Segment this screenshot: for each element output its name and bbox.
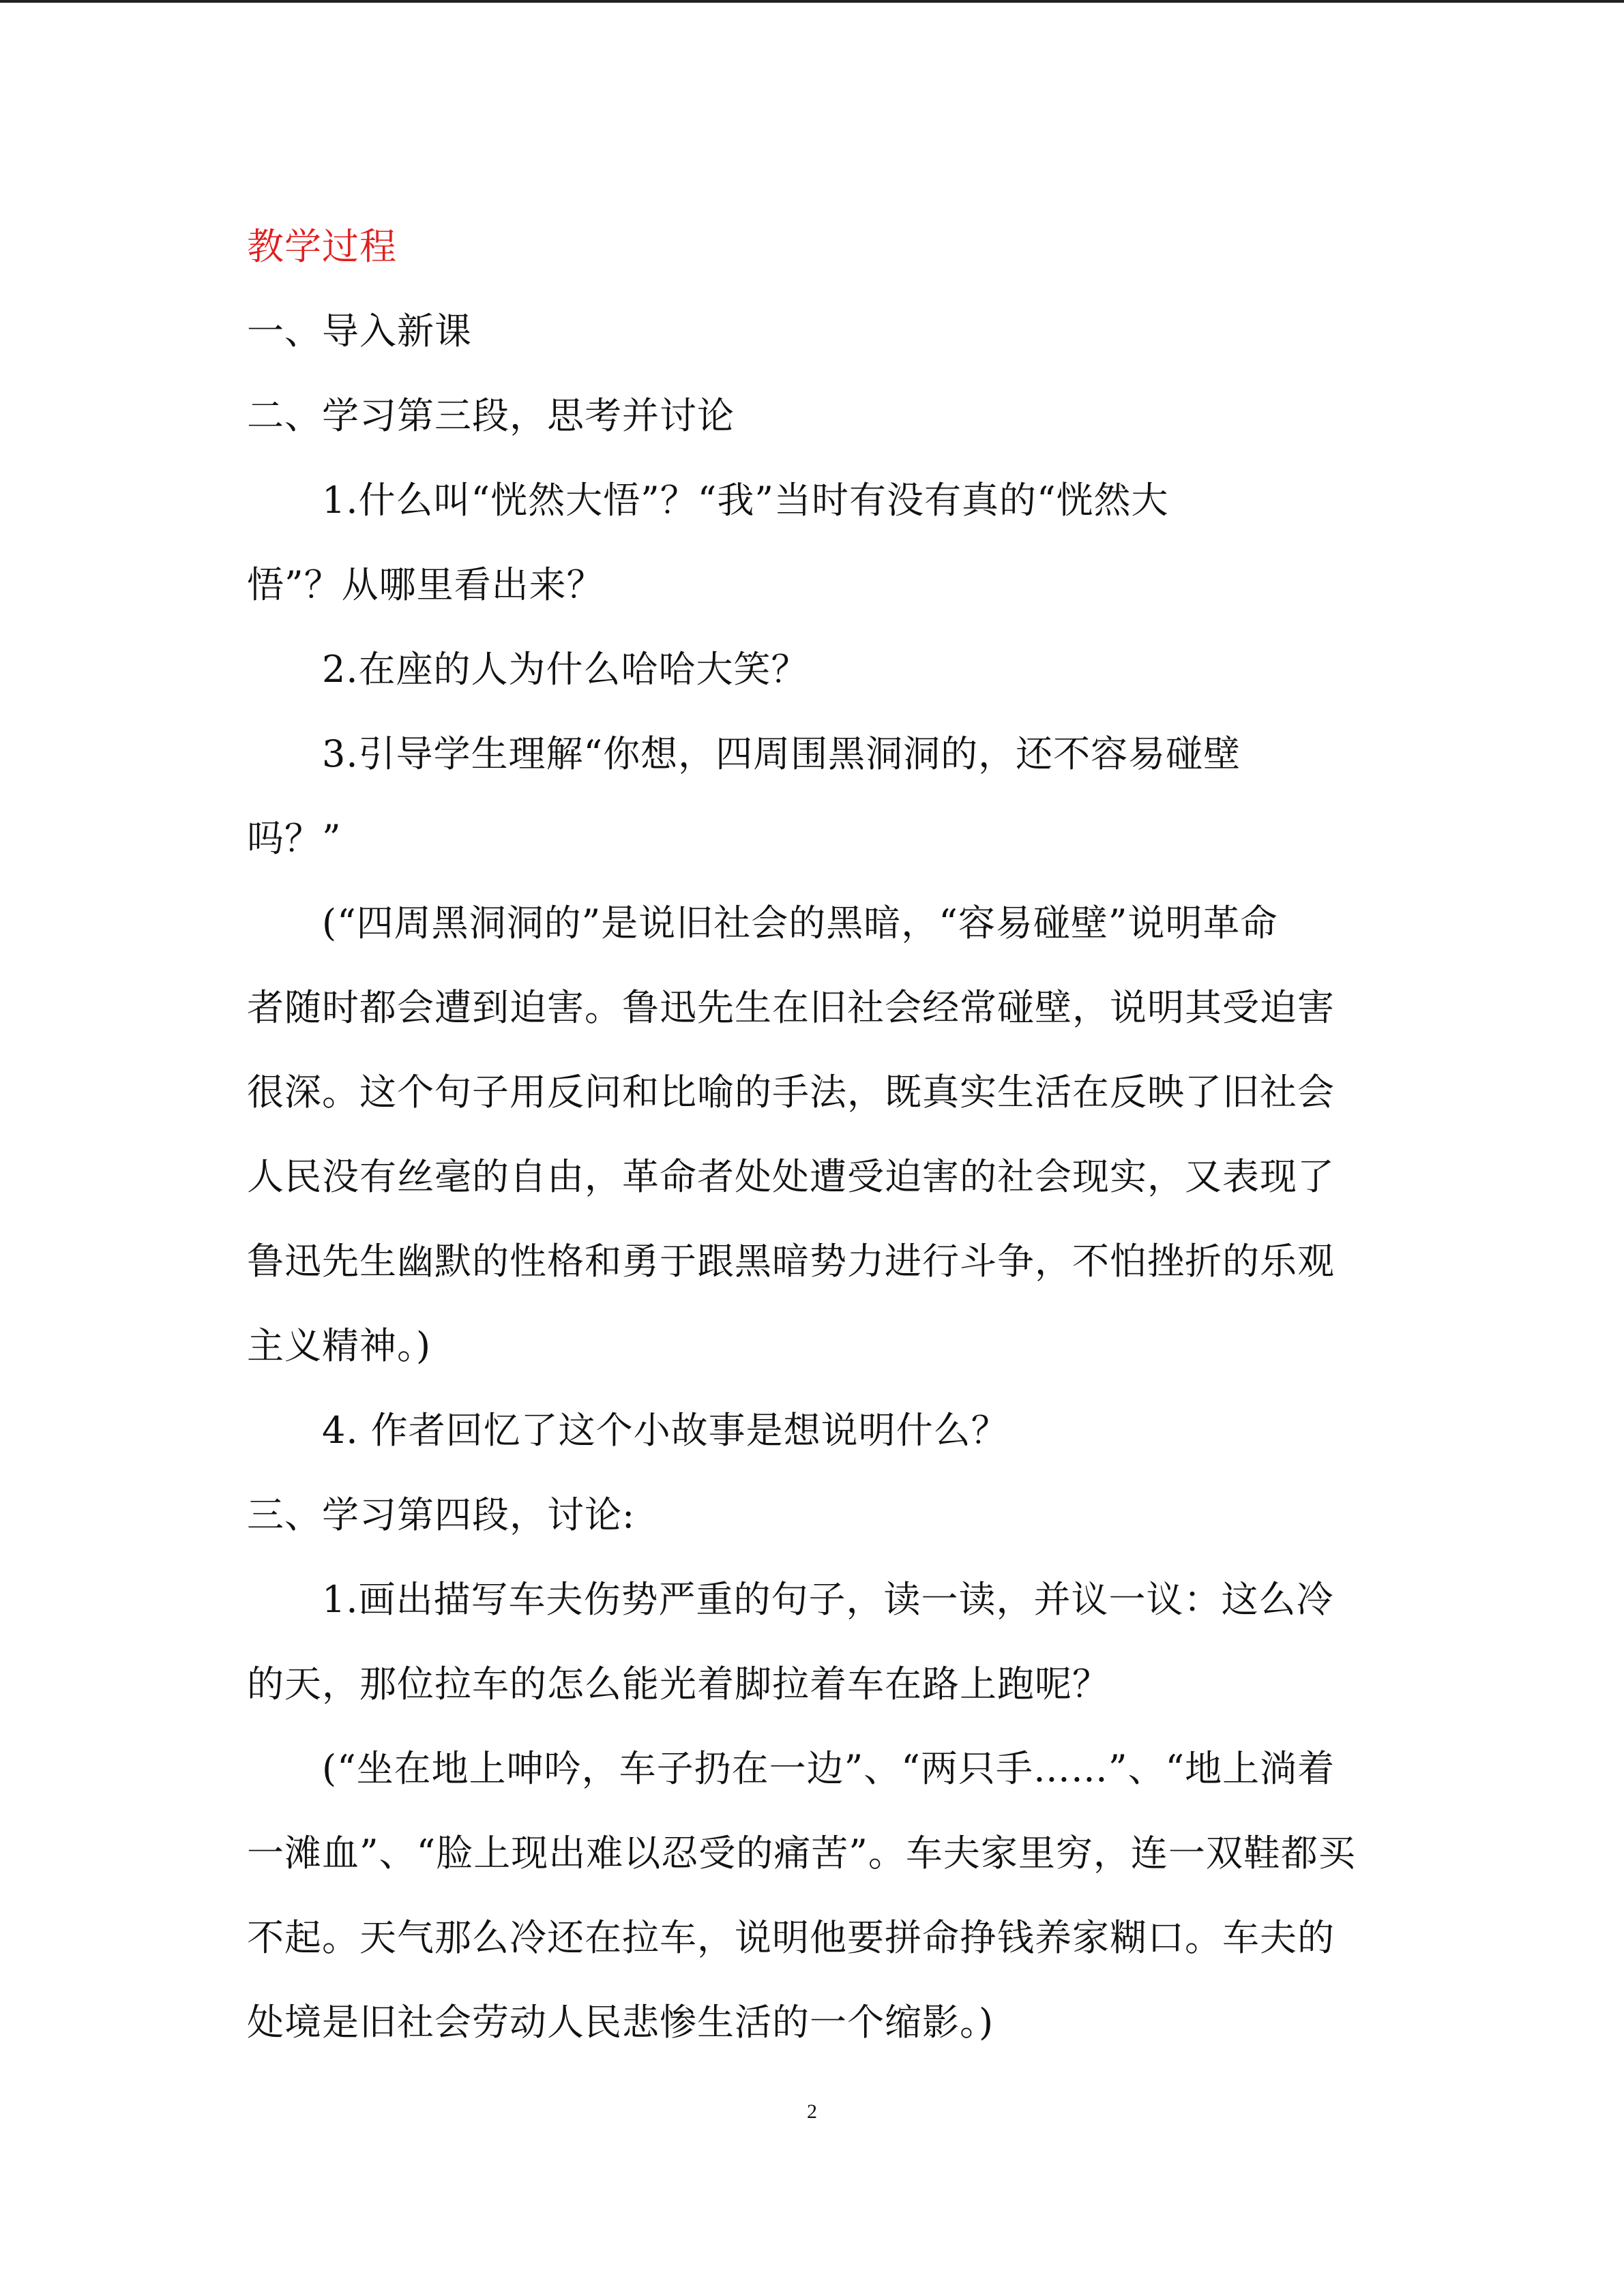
question-1-line-2: 悟”？从哪里看出来？ bbox=[247, 563, 604, 606]
section-title: 教学过程 bbox=[247, 225, 397, 268]
question-2: 2.在座的人为什么哈哈大笑？ bbox=[322, 648, 809, 691]
question-3-line-1: 3.引导学生理解“你想，四周围黑洞洞的，还不容易碰壁 bbox=[322, 732, 1241, 775]
top-border-line bbox=[0, 0, 1624, 3]
explanation-2-line-4: 处境是旧社会劳动人民悲惨生活的一个缩影。) bbox=[247, 2001, 994, 2044]
explanation-1-line-3: 很深。这个句子用反问和比喻的手法，既真实生活在反映了旧社会 bbox=[247, 1071, 1335, 1114]
explanation-2-line-2: 一滩血”、“脸上现出难以忍受的痛苦”。车夫家里穷，连一双鞋都买 bbox=[247, 1832, 1356, 1875]
task-1-line-1: 1.画出描写车夫伤势严重的句子，读一读，并议一议：这么冷 bbox=[322, 1578, 1334, 1621]
explanation-1-line-6: 主义精神。) bbox=[247, 1324, 432, 1367]
heading-section-four: 三、学习第四段，讨论: bbox=[247, 1493, 636, 1536]
explanation-1-line-1: (“四周黑洞洞的”是说旧社会的黑暗，“容易碰壁”说明革命 bbox=[322, 901, 1278, 944]
document-body bbox=[247, 205, 1379, 2065]
explanation-2-line-3: 不起。天气那么冷还在拉车，说明他要拼命挣钱养家糊口。车夫的 bbox=[247, 1916, 1335, 1959]
question-1-line-1: 1.什么叫“恍然大悟”？“我”当时有没有真的“恍然大 bbox=[322, 479, 1169, 522]
question-3-line-2: 吗？” bbox=[247, 817, 342, 860]
heading-intro: 一、导入新课 bbox=[247, 310, 472, 353]
heading-section-three: 二、学习第三段，思考并讨论 bbox=[247, 394, 735, 437]
page-number: 2 bbox=[807, 2100, 817, 2123]
explanation-2-line-1: (“坐在地上呻吟，车子扔在一边”、“两只手……”、“地上淌着 bbox=[322, 1747, 1335, 1790]
explanation-1-line-5: 鲁迅先生幽默的性格和勇于跟黑暗势力进行斗争，不怕挫折的乐观 bbox=[247, 1240, 1335, 1283]
question-4: 4. 作者回忆了这个小故事是想说明什么？ bbox=[322, 1409, 1009, 1452]
explanation-1-line-2: 者随时都会遭到迫害。鲁迅先生在旧社会经常碰壁，说明其受迫害 bbox=[247, 986, 1335, 1029]
explanation-1-line-4: 人民没有丝毫的自由，革命者处处遭受迫害的社会现实，又表现了 bbox=[247, 1155, 1335, 1198]
task-1-line-2: 的天，那位拉车的怎么能光着脚拉着车在路上跑呢？ bbox=[247, 1663, 1110, 1705]
